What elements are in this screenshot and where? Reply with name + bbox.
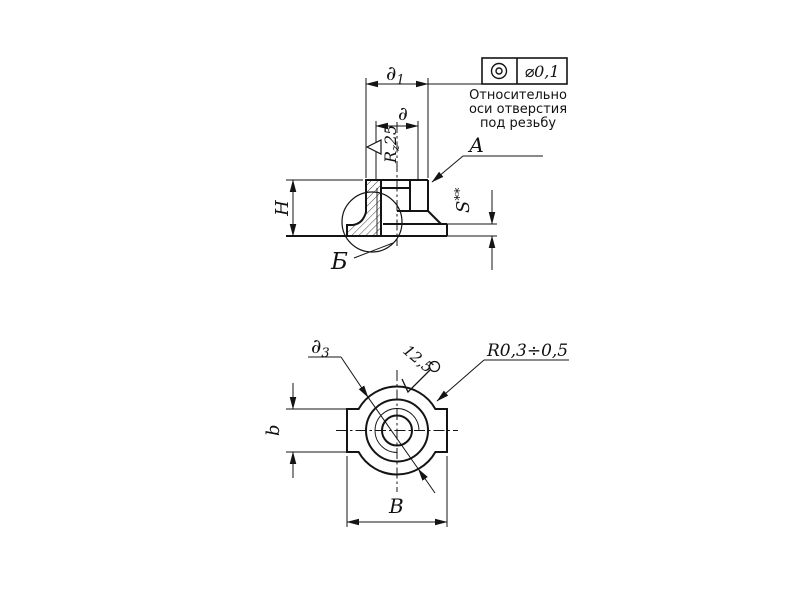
label-thread-roughness: Rz25 [381,124,402,163]
label-h: H [272,200,293,216]
label-d3: $\partial_3$ [311,334,330,361]
dimension-d3 [308,357,435,493]
label-d: ∂ [398,103,408,125]
label-contour-roughness: 12,5 [399,341,437,377]
detail-leader [354,243,393,258]
fillet-radius-callout [437,360,569,401]
label-view-a: А [469,133,485,157]
r-leader-arrow [437,360,484,401]
roughness-triangle-icon [367,140,381,154]
gdt-note-line1: Относительно [469,88,567,103]
gdt-note-line3: под резьбу [479,116,557,131]
cone-slant [428,211,441,224]
gdt-note [469,88,567,131]
label-s: S** [453,187,474,213]
d3-leader-lower [418,469,435,493]
d3-leader-upper [341,357,368,397]
label-detail-b: Б [331,249,348,275]
label-b-big: B [389,494,404,518]
bottom-view [263,334,569,527]
gdt-value: ⌀0,1 [524,62,560,81]
tolerance-frame [469,58,567,131]
view-a-callout [432,156,543,182]
label-b-small: b [263,424,284,436]
label-fillet-radius: R0,3÷0,5 [487,341,569,361]
a-leader-arrow [432,156,463,182]
label-d1: $\partial_1$ [386,61,405,88]
gdt-note-line2: оси отверстия [468,102,568,117]
section-hatched-wall [347,180,381,236]
